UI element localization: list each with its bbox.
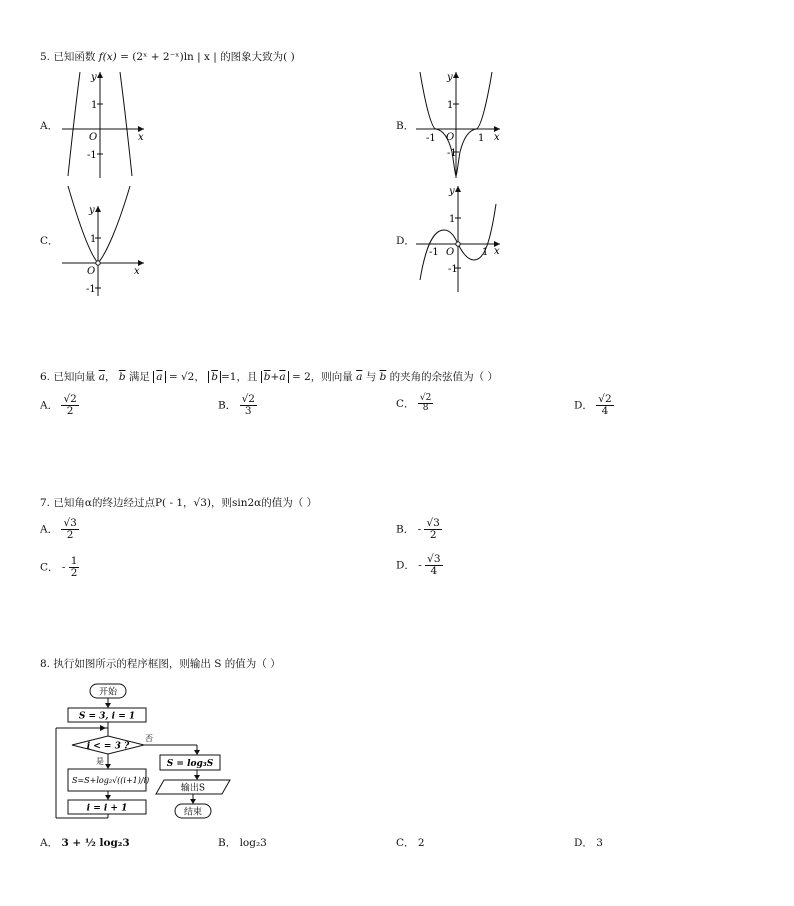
vector-b: $\overline{b}$ [379, 371, 387, 383]
numerator: √3 [426, 517, 440, 529]
flow-increment-text: i = i + 1 [86, 803, 128, 814]
flow-condition-text: i < = 3 ? [86, 741, 130, 752]
stem-text: 满足 [128, 371, 150, 383]
separator: ， [194, 371, 205, 383]
fraction [596, 394, 613, 417]
fraction [425, 554, 442, 577]
abs-vector-b [208, 371, 221, 383]
tick-label-1: 1 [90, 234, 97, 245]
option-label: D． [574, 399, 593, 412]
vector-a: $\overline{a}$ [356, 371, 363, 383]
denominator: 2 [429, 529, 437, 542]
graph-option-d [412, 182, 504, 294]
graph-option-c [58, 182, 148, 298]
abs-sum-value: = 2 [291, 371, 311, 383]
stem-text: ，且 [236, 371, 258, 383]
origin-label: O [446, 132, 455, 143]
tick-label-1-x: 1 [482, 247, 489, 258]
fraction [61, 518, 78, 541]
denominator: 4 [430, 565, 438, 578]
numerator: √2 [241, 393, 255, 405]
y-axis-label: y [89, 205, 95, 216]
vector-b: $\overline{b}$ [211, 371, 218, 383]
vector-a: $\overline{a}$ [98, 371, 105, 383]
graph-option-b [412, 68, 504, 180]
option-label: A． [40, 399, 59, 412]
y-axis-label: y [91, 72, 97, 83]
tick-label-neg1-x: -1 [429, 247, 439, 258]
x-axis-label: x [134, 266, 140, 277]
denominator: 3 [244, 405, 252, 418]
q6-option-c[interactable] [396, 394, 433, 414]
tick-label-neg1: -1 [87, 150, 97, 161]
q7-option-a[interactable] [40, 518, 79, 541]
stem-text: 已知函数 [53, 51, 96, 63]
tick-label-1: 1 [447, 100, 454, 111]
stem-text-tail: 的图象大致为( ) [220, 51, 295, 63]
x-axis-label: x [138, 132, 144, 143]
q8-option-d[interactable] [574, 835, 603, 850]
option-label: B． [218, 399, 237, 412]
question-6-stem [40, 369, 498, 384]
stem-text: 执行如图所示的程序框图，则输出 S 的值为（ ） [53, 658, 281, 670]
q8-option-b[interactable] [218, 835, 267, 850]
y-axis-label: y [447, 72, 453, 83]
abs-vector-a [153, 371, 165, 383]
stem-text: ，则向量 [310, 371, 353, 383]
flow-end-text: 结束 [183, 807, 203, 818]
graph-option-a [58, 68, 148, 180]
fraction [240, 394, 257, 417]
fraction [69, 556, 80, 579]
numerator: √3 [63, 517, 77, 529]
abs-b-value: =1 [220, 371, 237, 383]
flowchart [52, 680, 242, 826]
tick-label-neg1: -1 [447, 148, 457, 159]
option-value: 3 [596, 837, 603, 849]
origin-label: O [446, 247, 455, 258]
option-value: 2 [417, 837, 425, 849]
option-label: C． [396, 837, 415, 849]
flow-output-text: 输出S [180, 783, 206, 794]
vector-b: $\overline{b}$ [118, 371, 126, 383]
option-value: log₂3 [239, 837, 267, 849]
numerator: 1 [70, 555, 78, 567]
stem-text: 与 [365, 371, 377, 383]
x-axis-label: x [494, 132, 500, 143]
function-expression: (2ˣ + 2⁻ˣ)ln | x | [132, 51, 217, 63]
numerator: √2 [598, 393, 612, 405]
option-label: A． [40, 837, 59, 849]
sign: - [418, 559, 422, 572]
vector-a: $\overline{a}$ [279, 371, 286, 383]
equals-sign: = [120, 51, 129, 63]
sign: - [61, 561, 66, 574]
abs-vector-sum: $\overline{b}+\overline{a}$ [261, 371, 289, 383]
option-a-label[interactable]: A． [40, 120, 59, 132]
question-number: 5. [40, 51, 51, 63]
q6-option-a[interactable] [40, 394, 79, 417]
question-5-stem [40, 49, 295, 64]
numerator: √2 [63, 393, 77, 405]
question-8-stem [40, 656, 281, 671]
flow-no-label: 否 [145, 734, 153, 743]
function-name: f(x) [98, 51, 117, 63]
flow-yes-label: 是 [96, 757, 104, 766]
q8-option-a[interactable] [40, 835, 130, 850]
tick-label-1-x: 1 [478, 133, 485, 144]
stem-text: 已知角α的终边经过点P( - 1，√3)，则sin2α的值为（ ） [53, 497, 318, 509]
option-b-label[interactable]: B． [396, 120, 415, 132]
flow-assign-text: S = log₃S [166, 759, 214, 769]
tick-label-neg1: -1 [448, 264, 458, 275]
q7-option-d[interactable] [396, 554, 443, 577]
option-label: A． [40, 523, 59, 536]
flow-update-text: S=S+log₂√((i+1)/i) [72, 776, 150, 785]
tick-label-1: 1 [449, 214, 456, 225]
numerator: √2 [419, 393, 432, 403]
vector-b: $\overline{b}$ [263, 371, 271, 383]
origin-label: O [89, 132, 98, 143]
option-label: D． [574, 837, 593, 849]
denominator: 2 [66, 529, 74, 542]
fraction [418, 394, 433, 414]
stem-text: 已知向量 [53, 371, 96, 383]
fraction [61, 394, 78, 417]
q6-option-d[interactable] [574, 394, 614, 417]
denominator: 2 [70, 567, 78, 580]
option-label: B． [396, 523, 415, 536]
flow-start-text: 开始 [98, 687, 118, 698]
question-number: 8. [40, 658, 51, 670]
option-label: D． [396, 559, 415, 572]
tick-label-1: 1 [91, 100, 98, 111]
sign: - [417, 523, 422, 536]
y-axis-label: y [449, 186, 455, 197]
vector-a: $\overline{a}$ [156, 371, 163, 383]
flow-init-text: S = 3, i = 1 [78, 711, 136, 722]
option-label: C． [396, 397, 415, 410]
question-number: 6. [40, 371, 51, 383]
stem-text-tail: 的夹角的余弦值为（ ） [389, 371, 498, 383]
option-d-label[interactable]: D． [396, 235, 415, 247]
separator: ， [104, 371, 116, 383]
origin-label: O [87, 266, 96, 277]
tick-label-neg1: -1 [86, 284, 96, 295]
x-axis-label: x [494, 246, 500, 257]
q7-option-c[interactable] [40, 556, 79, 579]
denominator: 2 [66, 405, 74, 418]
question-7-stem [40, 495, 317, 510]
q8-option-c[interactable] [396, 835, 425, 850]
fraction [424, 518, 441, 541]
tick-label-neg1-x: -1 [426, 133, 436, 144]
option-value: 3 + ½ log₂3 [61, 837, 130, 849]
option-c-label[interactable]: C． [40, 235, 59, 247]
question-number: 7. [40, 497, 51, 509]
numerator: √3 [427, 553, 441, 565]
option-label: C． [40, 561, 59, 574]
denominator: 4 [601, 405, 609, 418]
q6-option-b[interactable] [218, 394, 257, 417]
option-label: B． [218, 837, 237, 849]
q7-option-b[interactable] [396, 518, 442, 541]
denominator: 8 [422, 403, 429, 414]
abs-a-value: = √2 [168, 371, 195, 383]
